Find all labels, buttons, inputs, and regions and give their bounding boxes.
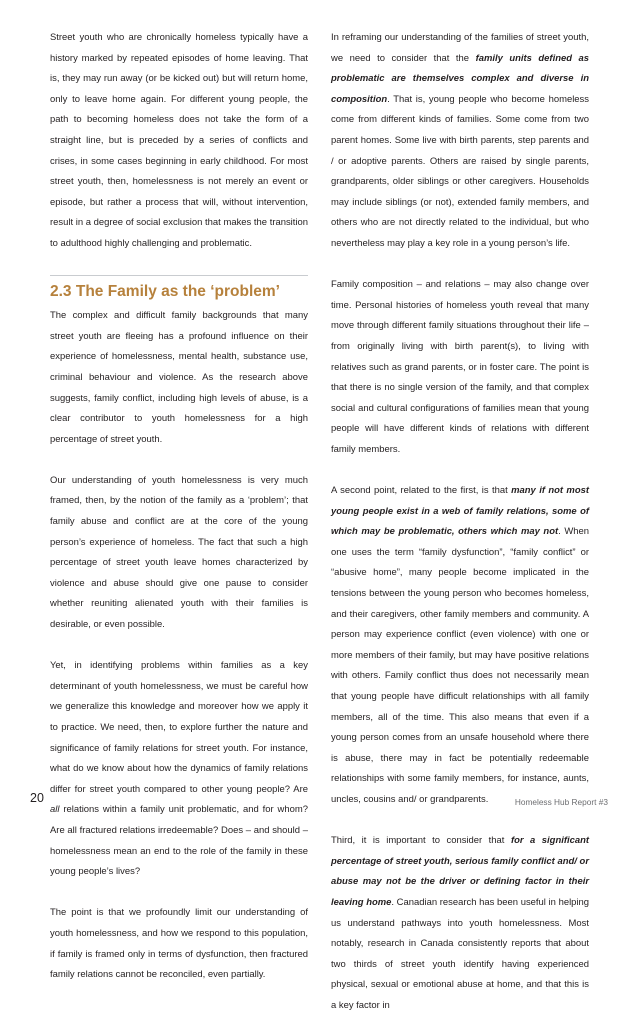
paragraph: Street youth who are chronically homeless typically have a history marked by repeated episodes of home leaving. That is, they may run away (or be kicked out) but will return home, only to leave home again. For different young people, the path to becoming homeless does not take the form of a straight line, but is preceded by a series of conflicts and crises, in some cases beginning in early childhood. For most street youth, then, homelessness is not merely an event or episode, but rather a process that will, without intervention, result in a degree of social exclusion that makes the transition to adulthood highly challenging and problematic. bbox=[50, 32, 308, 249]
right-column bbox=[331, 28, 589, 1017]
section-divider bbox=[50, 275, 308, 276]
paragraph: Third, it is important to consider that for a significant percentage of street youth, serious family conflict and/ or abuse may not be the driver or defining factor in their leaving home. Canadian research has been useful in helping us understand pathways into youth homelessness. Most notably, research in Canada consistently reports that about two thirds of street youth identify having experienced physical, sexual or emotional abuse at home, and that this is a key factor in bbox=[331, 835, 590, 1011]
paragraph: Our understanding of youth homelessness is very much framed, then, by the notion of the family as a ‘problem’; that family abuse and conflict are at the core of the young person’s experience of homeless. The fact that such a high percentage of street youth leave homes characterized by violence and abuse should give one pause to consider whether reuniting alienated youth with their families is desirable, or even possible. bbox=[50, 474, 308, 631]
left-column bbox=[50, 28, 308, 986]
report-title: Homeless Hub Report #3 bbox=[514, 797, 608, 807]
page-number: 20 bbox=[30, 791, 44, 805]
paragraph: A second point, related to the first, is that many if not most young people exist in a web of family relations, some of which may be problematic, others which may not. When one uses the term “family dysfunction”, “family conflict” or “abusive home”, many people become implicated in the tensions between the young person who becomes homeless, and their caregivers, other family members and community. A person may experience conflict (even violence) with one or more members of their family, but may have positive relations with others. Family conflict thus does not necessarily mean that young people have difficult relationships with all family members, all of the time. This also means that even if a young person comes from an unsafe household where there is abuse, there may in fact be potentially redeemable relationships with some family members, for instance, aunts, uncles, cousins and/ or grandparents. bbox=[331, 485, 589, 805]
paragraph: Family composition – and relations – may also change over time. Personal histories of homeless youth reveal that many move through different family situations throughout their life – from originally living with birth parent(s), to living with relatives such as grand parents, or in foster care. The point is that there is no single version of the family, and that complex social and cultural configurations of families mean that young people will have different kinds of relations with different family members. bbox=[331, 279, 589, 455]
paragraph: The point is that we profoundly limit our understanding of youth homelessness, and how we respond to this population, if family is framed only in terms of dysfunction, then fractured family relations cannot be reconciled, even partially. bbox=[50, 907, 308, 981]
section-heading: 2.3 The Family as the ‘problem’ bbox=[50, 283, 280, 301]
paragraph: Yet, in identifying problems within families as a key determinant of youth homelessness, we must be careful how we generalize this knowledge and moreover how we apply it to practice. We need, then, to explore further the nature and significance of family relations for street youth. For instance, what do we know about how the dynamics of family relations differ for street youth compared to other young people? Are all relations within a family unit problematic, and for whom? Are all fractured relations irredeemable? Does – and should – homelessness mean an end to the role of the family in these young people’s lives? bbox=[50, 660, 308, 878]
paragraph: In reframing our understanding of the families of street youth, we need to consider that the family units defined as problematic are themselves complex and diverse in composition. That is, young people who become homeless come from different kinds of families. Some come from two parent homes. Some live with birth parents, step parents and / or adoptive parents. Others are raised by single parents, grandparents, older siblings or other caregivers. Households may include siblings (or not), extended family members, and others who are not directly related to the individual, but who nevertheless may play a key role in a young person’s life. bbox=[331, 32, 589, 249]
paragraph: The complex and difficult family backgrounds that many street youth are fleeing has a profound influence on their experience of homelessness, mental health, substance use, criminal behaviour and violence. As the research above suggests, family conflict, including high levels of abuse, is a clear contributor to youth homelessness for a high percentage of street youth. bbox=[50, 310, 308, 445]
